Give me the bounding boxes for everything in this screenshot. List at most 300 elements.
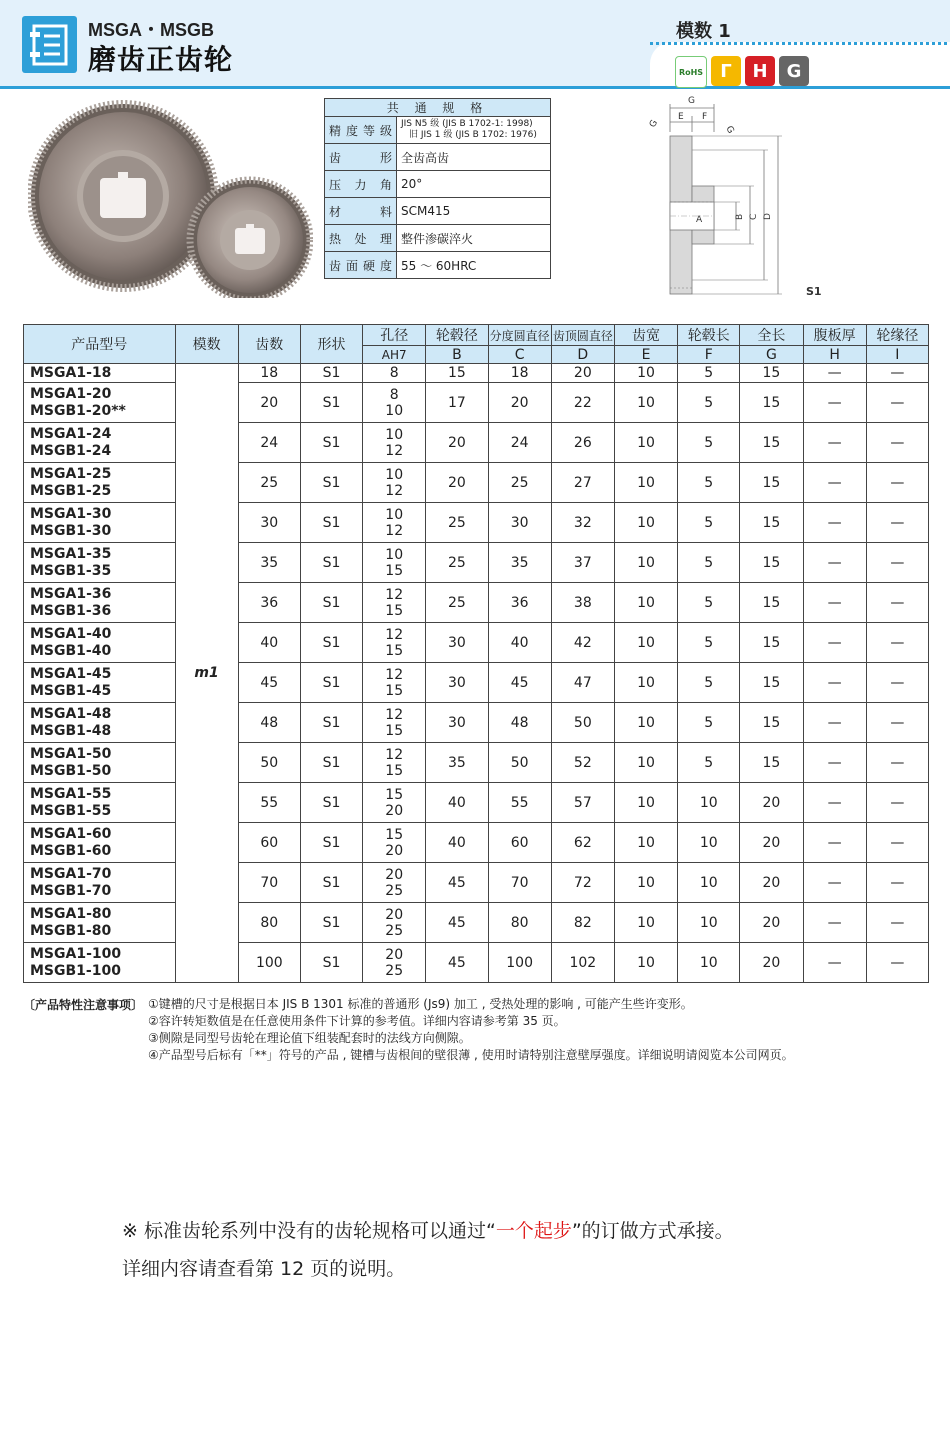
- col-header-pitch-diameter: 分度圆直径: [488, 325, 551, 346]
- model-a: MSGA1-48: [30, 705, 112, 722]
- cell-outer-diameter: 62: [551, 823, 614, 863]
- col-header-bore: 孔径: [363, 325, 426, 346]
- cell-rim-diameter: —: [866, 463, 928, 503]
- page-title: 磨齿正齿轮: [88, 43, 234, 76]
- cell-model: [24, 943, 176, 983]
- cell-hub-diameter: 15: [426, 364, 488, 383]
- cell-total-length: 20: [740, 783, 803, 823]
- cell-total-length: 15: [740, 623, 803, 663]
- cell-web-thickness: —: [803, 583, 866, 623]
- bore-b: 10: [385, 402, 404, 419]
- cell-outer-diameter: 22: [551, 383, 614, 423]
- cell-teeth: 50: [238, 743, 300, 783]
- cell-pitch-diameter: 50: [488, 743, 551, 783]
- cell-web-thickness: —: [803, 623, 866, 663]
- bore-b: 15: [385, 762, 404, 779]
- bore-a: 12: [385, 706, 404, 723]
- spec-key: 齿面硬度: [325, 252, 397, 279]
- model-b: MSGB1-50: [30, 762, 112, 779]
- spec-value: [397, 117, 551, 144]
- model-b: MSGB1-55: [30, 802, 112, 819]
- cell-hub-diameter: 20: [426, 423, 488, 463]
- cell-bore: [363, 383, 426, 423]
- cell-hub-diameter: 30: [426, 703, 488, 743]
- model-a: MSGA1-70: [30, 865, 112, 882]
- cell-face-width: 10: [614, 463, 677, 503]
- cell-hub-length: 5: [678, 623, 740, 663]
- cell-hub-diameter: 25: [426, 503, 488, 543]
- cell-hub-length: 5: [678, 663, 740, 703]
- cell-face-width: 10: [614, 743, 677, 783]
- cell-rim-diameter: —: [866, 383, 928, 423]
- cell-shape: S1: [300, 364, 362, 383]
- cell-web-thickness: —: [803, 703, 866, 743]
- product-table-body: [24, 364, 929, 983]
- cell-web-thickness: —: [803, 863, 866, 903]
- ground-badge-icon: Г: [711, 56, 741, 86]
- model-b: MSGB1-80: [30, 922, 112, 939]
- model-b: MSGB1-35: [30, 562, 112, 579]
- bore-b: 12: [385, 482, 404, 499]
- model-b: MSGB1-48: [30, 722, 112, 739]
- cell-hub-length: 10: [678, 903, 740, 943]
- cell-teeth: 60: [238, 823, 300, 863]
- model-b: MSGB1-24: [30, 442, 112, 459]
- cell-outer-diameter: 32: [551, 503, 614, 543]
- cell-pitch-diameter: 70: [488, 863, 551, 903]
- cell-shape: S1: [300, 543, 362, 583]
- cell-total-length: 20: [740, 863, 803, 903]
- cell-teeth: 36: [238, 583, 300, 623]
- spec-key: 材 料: [325, 198, 397, 225]
- cell-rim-diameter: —: [866, 703, 928, 743]
- cell-hub-diameter: 30: [426, 623, 488, 663]
- cell-pitch-diameter: 55: [488, 783, 551, 823]
- cell-rim-diameter: —: [866, 583, 928, 623]
- spec-value-line: JIS N5 级 (JIS B 1702-1: 1998): [401, 119, 533, 129]
- cell-rim-diameter: —: [866, 823, 928, 863]
- cell-hub-diameter: 45: [426, 863, 488, 903]
- cell-bore: [363, 423, 426, 463]
- cell-bore: [363, 503, 426, 543]
- col-header-face-width: 齿宽: [614, 325, 677, 346]
- bore-b: 25: [385, 962, 404, 979]
- series-name: MSGA・MSGB: [88, 20, 214, 40]
- col-header-web-thickness: 腹板厚: [803, 325, 866, 346]
- cell-bore: [363, 663, 426, 703]
- cell-hub-length: 5: [678, 703, 740, 743]
- cell-rim-diameter: —: [866, 543, 928, 583]
- table-row: [24, 383, 929, 423]
- cell-hub-diameter: 17: [426, 383, 488, 423]
- cell-outer-diameter: 82: [551, 903, 614, 943]
- cell-web-thickness: —: [803, 743, 866, 783]
- table-row: [24, 863, 929, 903]
- spec-key: 齿 形: [325, 144, 397, 171]
- cell-teeth: 100: [238, 943, 300, 983]
- cell-hub-length: 5: [678, 503, 740, 543]
- cell-rim-diameter: —: [866, 863, 928, 903]
- bore-b: 20: [385, 842, 404, 859]
- cell-outer-diameter: 102: [551, 943, 614, 983]
- cell-teeth: 45: [238, 663, 300, 703]
- cell-hub-length: 5: [678, 364, 740, 383]
- spec-value: SCM415: [397, 198, 551, 225]
- cell-hub-diameter: 25: [426, 583, 488, 623]
- cell-teeth: 35: [238, 543, 300, 583]
- cell-face-width: 10: [614, 383, 677, 423]
- cell-face-width: 10: [614, 583, 677, 623]
- cell-total-length: 20: [740, 943, 803, 983]
- dim-label-g-right: G: [723, 124, 736, 136]
- note-item: ②容许转矩数值是在任意使用条件下计算的参考值。详细内容请参考第 35 页。: [148, 1014, 566, 1028]
- table-row: [24, 663, 929, 703]
- cell-outer-diameter: 37: [551, 543, 614, 583]
- col-header-model: 产品型号: [24, 325, 176, 364]
- cell-hub-length: 10: [678, 863, 740, 903]
- dim-label-g: G: [688, 96, 695, 106]
- cell-web-thickness: —: [803, 503, 866, 543]
- cell-model: [24, 783, 176, 823]
- cell-teeth: 55: [238, 783, 300, 823]
- cell-hub-diameter: 40: [426, 823, 488, 863]
- cell-total-length: 15: [740, 364, 803, 383]
- bore-b: 12: [385, 522, 404, 539]
- catalog-icon: [22, 16, 77, 73]
- cell-face-width: 10: [614, 783, 677, 823]
- table-row: [24, 463, 929, 503]
- cell-face-width: 10: [614, 423, 677, 463]
- cell-pitch-diameter: 48: [488, 703, 551, 743]
- cell-shape: S1: [300, 703, 362, 743]
- cell-outer-diameter: 38: [551, 583, 614, 623]
- cell-outer-diameter: 50: [551, 703, 614, 743]
- model-a: MSGA1-35: [30, 545, 112, 562]
- cell-outer-diameter: 57: [551, 783, 614, 823]
- col-header-module: 模数: [175, 325, 238, 364]
- bore-a: 12: [385, 586, 404, 603]
- cell-total-length: 20: [740, 903, 803, 943]
- dim-label-b: C: [749, 213, 759, 220]
- cell-hub-length: 5: [678, 423, 740, 463]
- bore-a: 10: [385, 426, 404, 443]
- spec-heading: 共 通 规 格: [325, 99, 551, 117]
- cell-bore: [363, 943, 426, 983]
- notes-list: [148, 996, 794, 1064]
- bore-b: 25: [385, 882, 404, 899]
- cell-hub-length: 5: [678, 383, 740, 423]
- cell-teeth: 30: [238, 503, 300, 543]
- model-a: MSGA1-30: [30, 505, 112, 522]
- grinding-badge-icon: G: [779, 56, 809, 86]
- cell-model: [24, 543, 176, 583]
- cell-model: [24, 503, 176, 543]
- cell-rim-diameter: —: [866, 663, 928, 703]
- cell-bore: [363, 743, 426, 783]
- cell-total-length: 15: [740, 383, 803, 423]
- model-a: MSGA1-100: [30, 945, 122, 962]
- cell-shape: S1: [300, 423, 362, 463]
- cell-pitch-diameter: 100: [488, 943, 551, 983]
- cell-pitch-diameter: 18: [488, 364, 551, 383]
- notice-line-2: 详细内容请查看第 12 页的说明。: [122, 1258, 406, 1280]
- cell-bore: [363, 903, 426, 943]
- cell-shape: S1: [300, 743, 362, 783]
- cell-teeth: 40: [238, 623, 300, 663]
- cell-bore: [363, 863, 426, 903]
- cell-hub-length: 5: [678, 463, 740, 503]
- model-b: MSGB1-100: [30, 962, 121, 979]
- cell-rim-diameter: —: [866, 623, 928, 663]
- cell-face-width: 10: [614, 903, 677, 943]
- cell-model: [24, 743, 176, 783]
- cell-hub-length: 10: [678, 783, 740, 823]
- model-b: MSGB1-20**: [30, 402, 126, 419]
- table-row: [24, 623, 929, 663]
- cell-total-length: 20: [740, 823, 803, 863]
- cell-model: [24, 703, 176, 743]
- cell-hub-length: 5: [678, 583, 740, 623]
- cell-shape: S1: [300, 503, 362, 543]
- cell-model: [24, 383, 176, 423]
- spec-key: 热处理: [325, 225, 397, 252]
- cell-pitch-diameter: 36: [488, 583, 551, 623]
- col-code-f: F: [678, 346, 740, 364]
- bore-a: 10: [385, 546, 404, 563]
- bore-b: 15: [385, 562, 404, 579]
- cell-hub-length: 5: [678, 543, 740, 583]
- cell-rim-diameter: —: [866, 903, 928, 943]
- cell-model: [24, 823, 176, 863]
- dim-label-g-left: G: [648, 118, 661, 130]
- cell-web-thickness: —: [803, 383, 866, 423]
- cell-bore: [363, 364, 426, 383]
- cell-model: [24, 463, 176, 503]
- cell-total-length: 15: [740, 503, 803, 543]
- model-a: MSGA1-20: [30, 385, 112, 402]
- cell-total-length: 15: [740, 663, 803, 703]
- product-table: [23, 324, 929, 983]
- cell-pitch-diameter: 40: [488, 623, 551, 663]
- cell-shape: S1: [300, 863, 362, 903]
- cell-rim-diameter: —: [866, 423, 928, 463]
- cell-shape: S1: [300, 383, 362, 423]
- note-item: ④产品型号后标有「**」符号的产品 , 键槽与齿根间的壁很薄 , 使用时请特别注意壁厚强度。详细说明请阅览本公司网页。: [148, 1048, 794, 1062]
- cell-web-thickness: —: [803, 463, 866, 503]
- cell-shape: S1: [300, 823, 362, 863]
- cell-face-width: 10: [614, 543, 677, 583]
- cell-bore: [363, 703, 426, 743]
- col-header-total-length: 全长: [740, 325, 803, 346]
- cell-outer-diameter: 47: [551, 663, 614, 703]
- module-label: 模数 1: [676, 21, 731, 42]
- col-header-outer-diameter: 齿顶圆直径: [551, 325, 614, 346]
- bore-a: 15: [385, 826, 404, 843]
- table-row: [24, 543, 929, 583]
- cell-hub-diameter: 30: [426, 663, 488, 703]
- bore-a: 20: [385, 866, 404, 883]
- cell-total-length: 15: [740, 543, 803, 583]
- cell-teeth: 20: [238, 383, 300, 423]
- table-row: [24, 703, 929, 743]
- bore-b: 15: [385, 642, 404, 659]
- bore-b: 15: [385, 602, 404, 619]
- cell-rim-diameter: —: [866, 783, 928, 823]
- gear-section-drawing: [648, 92, 828, 304]
- cell-rim-diameter: —: [866, 943, 928, 983]
- col-header-teeth: 齿数: [238, 325, 300, 364]
- cell-model: [24, 623, 176, 663]
- cell-outer-diameter: 20: [551, 364, 614, 383]
- dim-label-c: D: [763, 213, 773, 220]
- cell-face-width: 10: [614, 623, 677, 663]
- table-row: [24, 823, 929, 863]
- spec-value: 20°: [397, 171, 551, 198]
- bore-a: 8: [389, 365, 399, 381]
- model-a: MSGA1-50: [30, 745, 112, 762]
- bore-a: 8: [389, 386, 399, 403]
- model-b: MSGB1-70: [30, 882, 112, 899]
- cell-model: [24, 423, 176, 463]
- cell-pitch-diameter: 20: [488, 383, 551, 423]
- custom-order-notice: [122, 1212, 734, 1288]
- model-a: MSGA1-18: [30, 364, 112, 381]
- note-item: ①键槽的尺寸是根据日本 JIS B 1301 标准的普通形 (Js9) 加工 , 受热处理的影响 , 可能产生些许变形。: [148, 997, 693, 1011]
- cell-teeth: 80: [238, 903, 300, 943]
- cell-shape: S1: [300, 583, 362, 623]
- bore-a: 20: [385, 946, 404, 963]
- model-a: MSGA1-45: [30, 665, 112, 682]
- cell-rim-diameter: —: [866, 364, 928, 383]
- table-row: [24, 364, 929, 383]
- cell-hub-diameter: 25: [426, 543, 488, 583]
- col-header-rim-diameter: 轮缘径: [866, 325, 928, 346]
- notice-line-1: ※ 标准齿轮系列中没有的齿轮规格可以通过“一个起步”的订做方式承接。: [122, 1220, 734, 1242]
- cell-web-thickness: —: [803, 823, 866, 863]
- note-item: ③侧隙是同型号齿轮在理论值下组装配套时的法线方向侧隙。: [148, 1031, 471, 1045]
- bore-b: 12: [385, 442, 404, 459]
- dim-label-f: F: [702, 112, 708, 122]
- model-b: MSGB1-36: [30, 602, 112, 619]
- shape-label: S1: [806, 285, 822, 298]
- spec-value-line: 旧 JIS 1 级 (JIS B 1702: 1976): [409, 130, 537, 140]
- cell-face-width: 10: [614, 663, 677, 703]
- cell-bore: [363, 543, 426, 583]
- bore-a: 10: [385, 506, 404, 523]
- col-code-b: B: [426, 346, 488, 364]
- bore-b: 20: [385, 802, 404, 819]
- cell-web-thickness: —: [803, 423, 866, 463]
- cell-web-thickness: —: [803, 364, 866, 383]
- cell-hub-length: 10: [678, 823, 740, 863]
- cell-hub-diameter: 20: [426, 463, 488, 503]
- col-code-bore: AH7: [363, 346, 426, 364]
- cell-outer-diameter: 42: [551, 623, 614, 663]
- col-header-hub-diameter: 轮毂径: [426, 325, 488, 346]
- bore-a: 12: [385, 666, 404, 683]
- cell-hub-diameter: 35: [426, 743, 488, 783]
- model-b: MSGB1-60: [30, 842, 112, 859]
- cell-model: [24, 364, 176, 383]
- cell-hub-length: 5: [678, 743, 740, 783]
- gear-product-image: [28, 98, 313, 298]
- dim-label-g-bore: A: [696, 215, 703, 225]
- cell-bore: [363, 463, 426, 503]
- bore-a: 12: [385, 746, 404, 763]
- cell-pitch-diameter: 60: [488, 823, 551, 863]
- cell-shape: S1: [300, 463, 362, 503]
- cell-hub-diameter: 45: [426, 903, 488, 943]
- table-row: [24, 743, 929, 783]
- cell-face-width: 10: [614, 364, 677, 383]
- cell-pitch-diameter: 25: [488, 463, 551, 503]
- cell-hub-diameter: 45: [426, 943, 488, 983]
- cell-teeth: 25: [238, 463, 300, 503]
- cell-bore: [363, 823, 426, 863]
- cell-model: [24, 903, 176, 943]
- cell-outer-diameter: 52: [551, 743, 614, 783]
- table-row: [24, 503, 929, 543]
- cell-web-thickness: —: [803, 943, 866, 983]
- cell-face-width: 10: [614, 823, 677, 863]
- spec-value: 全齿高齿: [397, 144, 551, 171]
- col-header-shape: 形状: [300, 325, 362, 364]
- cell-hub-length: 10: [678, 943, 740, 983]
- cell-bore: [363, 583, 426, 623]
- cell-shape: S1: [300, 783, 362, 823]
- cell-web-thickness: —: [803, 663, 866, 703]
- bore-b: 25: [385, 922, 404, 939]
- col-code-i: I: [866, 346, 928, 364]
- cell-pitch-diameter: 80: [488, 903, 551, 943]
- cell-teeth: 18: [238, 364, 300, 383]
- cell-hub-diameter: 40: [426, 783, 488, 823]
- highlight-text: 一个起步: [495, 1220, 572, 1242]
- dim-label-e: E: [678, 112, 684, 122]
- cell-outer-diameter: 72: [551, 863, 614, 903]
- notes-label: 〔产品特性注意事项〕: [23, 998, 144, 1012]
- col-code-g: G: [740, 346, 803, 364]
- table-row: [24, 903, 929, 943]
- cell-web-thickness: —: [803, 543, 866, 583]
- heat-treated-badge-icon: H: [745, 56, 775, 86]
- cell-shape: S1: [300, 663, 362, 703]
- model-b: MSGB1-45: [30, 682, 112, 699]
- cell-rim-diameter: —: [866, 743, 928, 783]
- cell-total-length: 15: [740, 743, 803, 783]
- model-a: MSGA1-60: [30, 825, 112, 842]
- cell-pitch-diameter: 24: [488, 423, 551, 463]
- cell-shape: S1: [300, 623, 362, 663]
- spec-value: 整件渗碳淬火: [397, 225, 551, 252]
- cell-teeth: 70: [238, 863, 300, 903]
- cell-shape: S1: [300, 943, 362, 983]
- col-code-c: C: [488, 346, 551, 364]
- spec-key: 压力角: [325, 171, 397, 198]
- cell-pitch-diameter: 30: [488, 503, 551, 543]
- cell-face-width: 10: [614, 863, 677, 903]
- cell-web-thickness: —: [803, 903, 866, 943]
- rohs-badge-icon: RoHS: [675, 56, 707, 88]
- cell-rim-diameter: —: [866, 503, 928, 543]
- table-row: [24, 943, 929, 983]
- model-b: MSGB1-25: [30, 482, 112, 499]
- spec-value: 55 ～ 60HRC: [397, 252, 551, 279]
- cell-web-thickness: —: [803, 783, 866, 823]
- col-code-e: E: [614, 346, 677, 364]
- table-row: [24, 423, 929, 463]
- model-a: MSGA1-24: [30, 425, 112, 442]
